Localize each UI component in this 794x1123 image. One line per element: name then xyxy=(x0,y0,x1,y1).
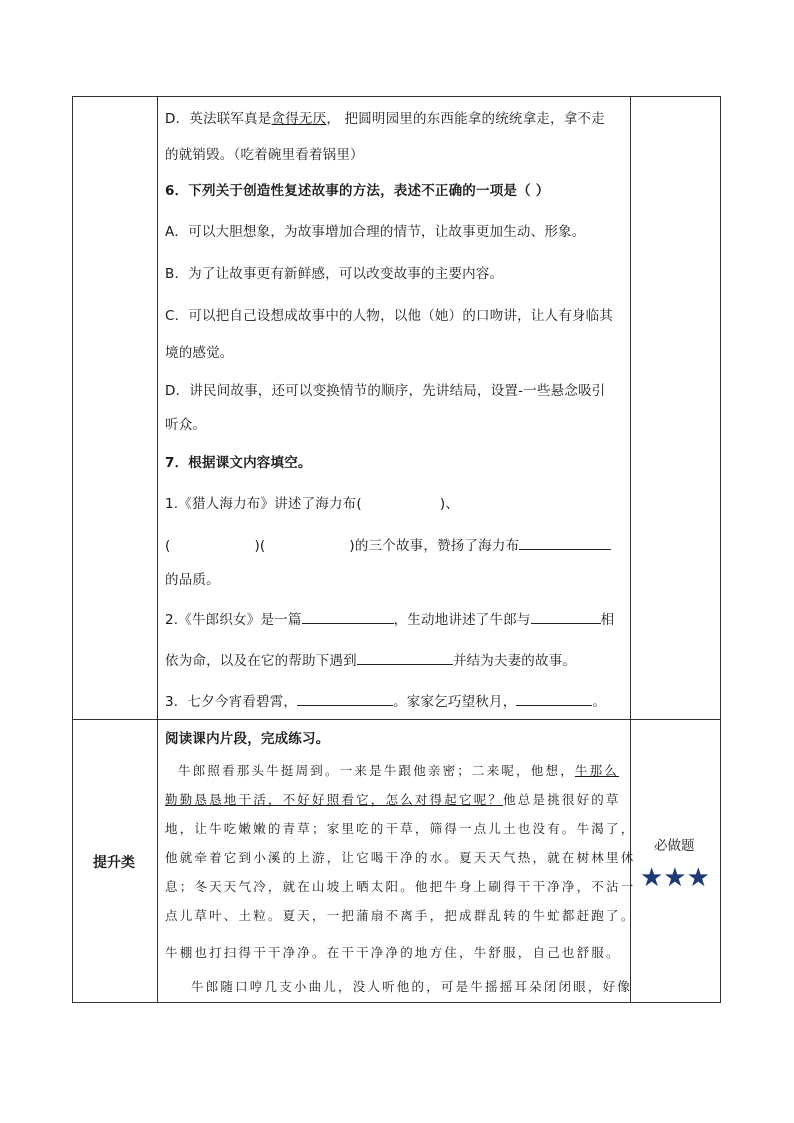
q7-sentence-2a: 2.《牛郎织女》是一篇 ，生动地讲述了牛郎与 相 xyxy=(165,609,614,630)
answer-blank[interactable] xyxy=(531,609,601,624)
q6-stem: 6．下列关于创造性复述故事的方法，表述不正确的一项是（ ） xyxy=(165,183,550,199)
q7-stem: 7．根据课文内容填空。 xyxy=(165,455,312,471)
column-divider-left xyxy=(157,97,158,1002)
q6-option-c-line2: 境的感觉。 xyxy=(165,345,234,361)
answer-blank[interactable] xyxy=(302,609,394,624)
q6-option-c-line1: C．可以把自己设想成故事中的人物，以他（她）的口吻讲，让人有身临其 xyxy=(165,308,614,324)
reading-instruction: 阅读课内片段，完成练习。 xyxy=(165,731,330,747)
q5-option-d-line2: 的就销毁。（吃着碗里看着锅里） xyxy=(165,147,364,163)
q6-option-d-line1: D．讲民间故事，还可以变换情节的顺序，先讲结局，设置-一些悬念吸引 xyxy=(165,383,606,399)
answer-blank[interactable] xyxy=(519,535,611,550)
passage-line-8: 牛郎随口哼几支小曲儿，没人听他的，可是牛摇摇耳朵闭闭眼，好像 xyxy=(191,979,633,994)
answer-blank[interactable] xyxy=(357,650,453,665)
q7-sentence-1b: ( )( )的三个故事，赞扬了海力布 xyxy=(165,535,611,556)
passage-line-2: 勤勤恳恳地干活，不好好照看它，怎么对得起它呢？他总是挑很好的草 xyxy=(165,792,621,807)
passage-line-3: 地，让牛吃嫩嫩的青草；家里吃的干草，筛得一点儿土也没有。牛渴了， xyxy=(165,821,636,836)
q6-option-b: B．为了让故事更有新鲜感，可以改变故事的主要内容。 xyxy=(165,266,504,282)
q6-option-a: A．可以大胆想象，为故事增加合理的情节，让故事更加生动、形象。 xyxy=(165,224,586,240)
q7-sentence-3: 3．七夕今宵看碧霄， 。家家乞巧望秋月， 。 xyxy=(165,691,606,712)
passage-line-5: 息；冬天天气冷，就在山坡上晒太阳。他把牛身上刷得干干净净，不沾一 xyxy=(165,879,636,894)
answer-blank[interactable] xyxy=(297,691,393,706)
passage-line-1: 牛郎照看那头牛挺周到。一来是牛跟他亲密；二来呢，他想，牛那么 xyxy=(178,763,620,778)
exercise-table xyxy=(72,96,721,1003)
passage-line-4: 他就牵着它到小溪的上游，让它喝干净的水。夏天天气热，就在树林里休 xyxy=(165,850,636,865)
q7-sentence-2b: 依为命，以及在它的帮助下遇到 并结为夫妻的故事。 xyxy=(165,650,576,671)
row-divider xyxy=(73,719,720,720)
category-label: 提升类 xyxy=(93,855,135,871)
passage-line-6: 点儿草叶、土粒。夏天，一把蒲扇不离手，把成群乱转的牛虻都赶跑了。 xyxy=(165,908,636,923)
idiom-underlined: 贪得无厌 xyxy=(271,111,327,127)
q6-option-d-line2: 听众。 xyxy=(165,417,207,433)
difficulty-stars: ★★★ xyxy=(640,863,710,893)
q7-sentence-1c: 的品质。 xyxy=(165,572,220,588)
passage-line-7: 牛棚也打扫得干干净净。在干干净净的地方住，牛舒服，自己也舒服。 xyxy=(165,945,621,960)
q7-sentence-1a: 1.《猎人海力布》讲述了海力布( )、 xyxy=(165,496,460,512)
q5-option-d-line1: D．英法联军真是贪得无厌， 把圆明园里的东西能拿的统统拿走，拿不走 xyxy=(165,111,605,127)
required-label: 必做题 xyxy=(654,838,695,854)
answer-blank[interactable] xyxy=(516,691,592,706)
